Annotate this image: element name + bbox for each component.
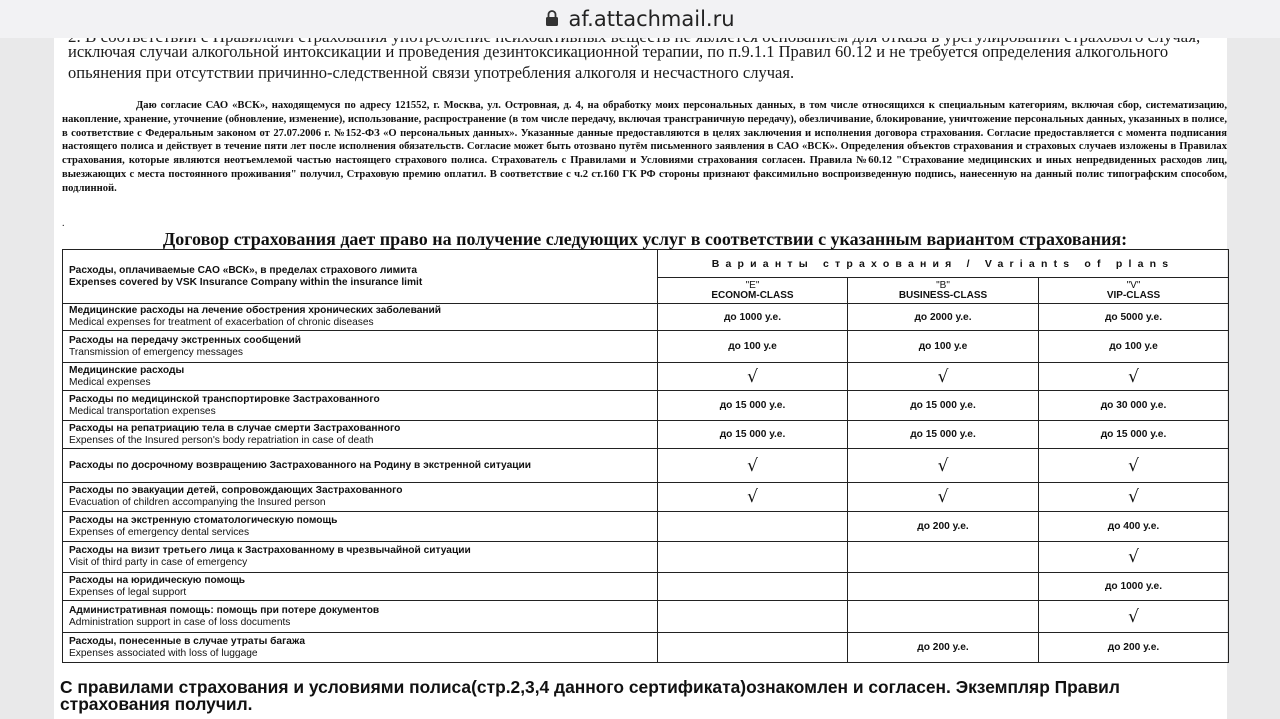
footer-agreement: С правилами страхования и условиями полиса(стр.2,3,4 данного сертификата)ознакомлен и согласен. Экземпляр Правил страхования получил. [60,677,1120,714]
check-mark-cell: √ [848,483,1039,512]
expense-name-en: Transmission of emergency messages [69,346,244,358]
expense-name-ru: Расходы по медицинской транспортировке Застрахованного [69,393,380,405]
table-row [63,542,1229,573]
variants-header: Варианты страхования / Variants of plans [658,250,1229,278]
expense-name-ru: Расходы по эвакуации детей, сопровождающих Застрахованного [69,485,403,496]
plan-header-2 [1039,278,1229,304]
plan-code: "V" [1126,279,1141,291]
limit-value-cell [658,542,848,573]
expense-name-en: Expenses of emergency dental services [69,526,250,538]
table-row [63,363,1229,391]
consent-text: Даю согласие САО «ВСК», находящемуся по адресу 121552, г. Москва, ул. Островная, д. 4, на обработку моих персональных данных, в том числе относящихся к специальным категориям, включая сбор, систематизацию, накопление, хранение, уточнение (обновление, изменение), использование, распространение (в том числе передачу, включая трансграничную передачу), обезличивание, блокирование, уничтожение персональных данных, указанных в полисе, в соответствие с Федеральным законом от 27.07.2006 г. №152-ФЗ «О персональных данных». Указанные данные предоставляются в целях заключения и исполнения договора страхования. Согласие предоставляется с момента подписания настоящего полиса и действует в течение пяти лет после исполнения обязательств. Согласие может быть отозвано путём письменного заявления в САО «ВСК». Определения объектов страхования и страховых случаев изложены в Правилах страхования, которые являются неотъемлемой частью настоящего страхового полиса. Страхователь с Правилами и Условиями страхования согласен. Правила №60.12 "Страхование медицинских и иных непредвиденных расходов лиц, выезжающих с места постоянного проживания" получил, Страховую премию оплатил. В соответствие с ч.2 ст.160 ГК РФ стороны признают факсимильно воспроизведенную подпись, нанесенную на данный полис типографским способом, подлинной. [62,100,1227,194]
limit-value-cell: до 200 у.е. [848,633,1039,663]
table-row [63,512,1229,542]
expense-name-en: Medical transportation expenses [69,405,216,417]
expense-name-en: Medical expenses [69,376,151,388]
plan-name: ECONOM-CLASS [711,289,794,301]
expense-name-en: Evacuation of children accompanying the Insured person [69,497,326,508]
limit-value-cell [848,601,1039,633]
limit-value-cell: до 100 у.е [658,331,848,363]
expense-name-ru: Расходы на визит третьего лица к Застрахованному в чрезвычайной ситуации [69,545,471,556]
expense-name-cell [63,512,658,542]
check-mark-cell: √ [848,449,1039,483]
limit-value-cell: до 200 у.е. [1039,633,1229,663]
expense-name-en: Expenses of legal support [69,586,187,598]
lock-icon [545,9,559,27]
limit-value-cell: до 200 у.е. [848,512,1039,542]
plan-code: "E" [745,279,760,291]
url-text: af.attachmail.ru [568,7,735,31]
expense-name-ru: Расходы на юридическую помощь [69,574,246,586]
limit-value-cell: до 100 у.е [1039,331,1229,363]
limit-value-cell [848,573,1039,601]
limit-value-cell: до 15 000 у.е. [1039,421,1229,449]
expense-name-cell [63,391,658,421]
expense-name-cell [63,331,658,363]
expense-name-ru: Расходы на экстренную стоматологическую помощь [69,514,338,526]
limit-value-cell: до 1000 у.е. [658,304,848,331]
expense-name-ru: Расходы по досрочному возвращению Застрахованного на Родину в экстренной ситуации [69,459,532,471]
limit-value-cell: до 15 000 у.е. [658,391,848,421]
expense-name-cell [63,483,658,512]
viewer-margin-left [0,38,54,719]
table-row [63,633,1229,663]
check-mark-cell: √ [658,449,848,483]
check-mark-cell: √ [1039,483,1229,512]
document-page [54,38,1227,719]
expense-name-en: Expenses of the Insured person's body repatriation in case of death [69,434,374,446]
expense-name-cell [63,363,658,391]
limit-value-cell: до 100 у.е [848,331,1039,363]
limit-value-cell: до 30 000 у.е. [1039,391,1229,421]
expense-name-cell [63,573,658,601]
expense-name-ru: Административная помощь: помощь при потере документов [69,604,380,616]
check-mark-cell: √ [1039,449,1229,483]
table-row [63,304,1229,331]
limit-value-cell: до 2000 у.е. [848,304,1039,331]
limit-value-cell: до 5000 у.е. [1039,304,1229,331]
expense-name-ru: Расходы на передачу экстренных сообщений [69,334,301,346]
expense-name-ru: Медицинские расходы [69,364,185,376]
check-mark-cell: √ [658,363,848,391]
limit-value-cell [658,573,848,601]
expense-name-en: Medical expenses for treatment of exacerbation of chronic diseases [69,317,374,328]
expense-name-ru: Расходы, понесенные в случае утраты багажа [69,635,305,647]
limit-value-cell: до 15 000 у.е. [848,421,1039,449]
table-row [63,331,1229,363]
limit-value-cell: до 15 000 у.е. [848,391,1039,421]
coverage-header-cell [63,250,658,304]
limit-value-cell [658,512,848,542]
check-mark-cell: √ [848,363,1039,391]
table-row [63,449,1229,483]
expense-name-en: Visit of third party in case of emergency [69,557,248,568]
coverage-header-ru: Расходы, оплачиваемые САО «ВСК», в пределах страхового лимита [69,264,418,276]
plan-code: "B" [936,279,950,291]
expense-name-en: Administration support in case of loss documents [69,616,291,628]
coverage-header-en: Expenses covered by VSK Insurance Company within the insurance limit [69,276,423,288]
expense-name-cell [63,601,658,633]
expense-name-cell [63,421,658,449]
plan-header-0 [658,278,848,304]
limit-value-cell: до 400 у.е. [1039,512,1229,542]
limit-value-cell [658,633,848,663]
plan-name: VIP-CLASS [1106,289,1161,301]
limit-value-cell: до 15 000 у.е. [658,421,848,449]
expense-name-cell [63,449,658,483]
check-mark-cell: √ [1039,601,1229,633]
stray-dot: . [62,218,65,229]
expense-name-ru: Медицинские расходы на лечение обострения хронических заболеваний [69,305,442,316]
limit-value-cell [658,601,848,633]
expense-name-cell [63,633,658,663]
plan-header-1 [848,278,1039,304]
plan-name: BUSINESS-CLASS [898,289,988,301]
table-row [63,421,1229,449]
check-mark-cell: √ [1039,363,1229,391]
expense-name-cell [63,304,658,331]
coverage-table [62,249,1229,663]
services-heading: Договор страхования дает право на получение следующих услуг в соответствии с указанным вариантом страхования: [162,229,1128,249]
consent-paragraph [62,99,1227,196]
table-row [63,483,1229,512]
browser-address-bar[interactable] [0,0,1280,38]
alcohol-clause-paragraph: исключая случаи алкогольной интоксикации и проведения дезинтоксикационной терапии, по п.9.1.1 Правил 60.12 и не требуется определения алкогольного опьянения при отсутствии причинно-следственной связи употребления алкоголя и несчастного случая. [68,42,1169,82]
table-row [63,601,1229,633]
limit-value-cell: до 1000 у.е. [1039,573,1229,601]
limit-value-cell [848,542,1039,573]
viewer-margin-right [1227,38,1280,719]
table-row [63,391,1229,421]
expense-name-cell [63,542,658,573]
table-row [63,573,1229,601]
expense-name-en: Expenses associated with loss of luggage [69,647,258,659]
expense-name-ru: Расходы на репатриацию тела в случае смерти Застрахованного [69,422,401,434]
check-mark-cell: √ [1039,542,1229,573]
check-mark-cell: √ [658,483,848,512]
